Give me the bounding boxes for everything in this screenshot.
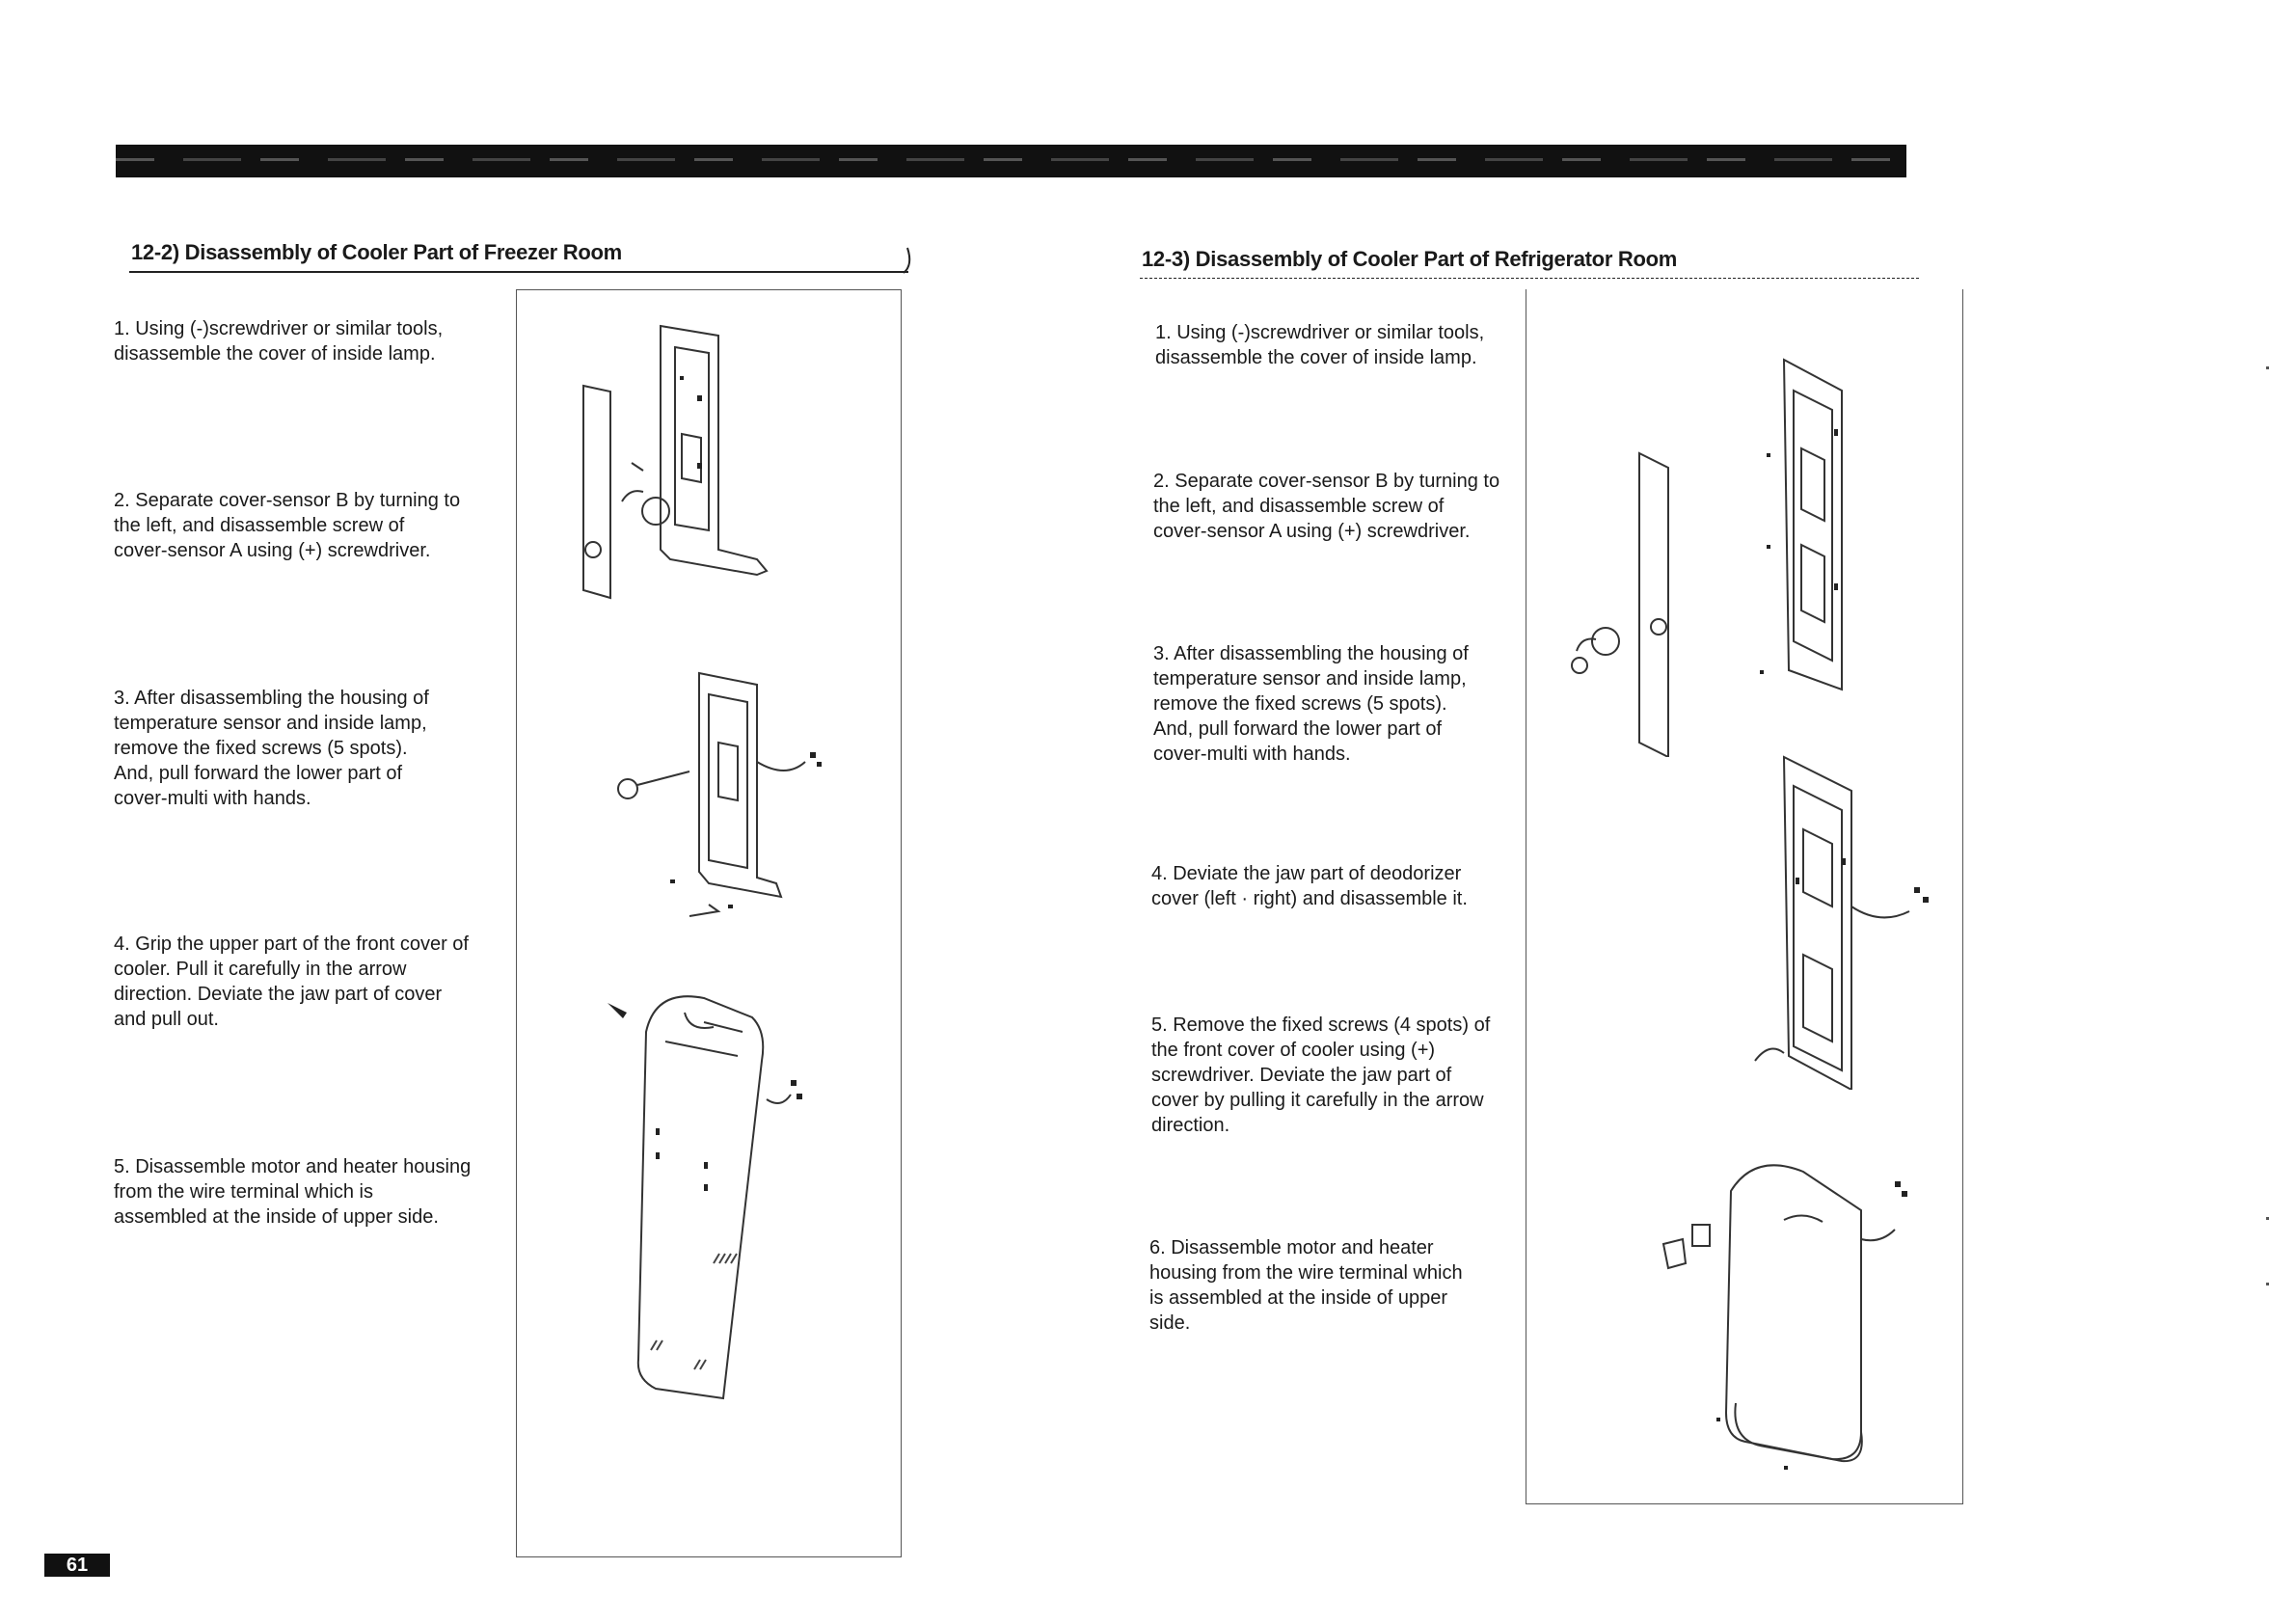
section-title-freezer: 12-2) Disassembly of Cooler Part of Freezer Room <box>131 240 622 264</box>
refrigerator-step-1: 1. Using (-)screwdriver or similar tools, disassemble the cover of inside lamp. <box>1155 322 1485 368</box>
freezer-step-4: 4. Grip the upper part of the front cover of cooler. Pull it carefully in the arrow direction. Deviate the jaw part of cover and pull out. <box>114 933 469 1030</box>
freezer-cover-multi-illustration <box>612 665 844 935</box>
refrigerator-deodorizer-cover-illustration <box>1745 752 1938 1090</box>
freezer-lamp-cover-illustration <box>574 318 796 608</box>
freezer-step-1: 1. Using (-)screwdriver or similar tools, disassemble the cover of inside lamp. <box>114 318 444 365</box>
scan-speck <box>2266 1283 2269 1285</box>
refrigerator-step-4: 4. Deviate the jaw part of deodorizer cover (left · right) and disassemble it. <box>1151 863 1468 909</box>
freezer-front-cover-illustration <box>598 974 829 1418</box>
freezer-step-5: 5. Disassemble motor and heater housing from the wire terminal which is assembled at the inside of upper side. <box>114 1156 472 1228</box>
scan-speck <box>2266 366 2269 369</box>
title-underline <box>1140 278 1919 279</box>
refrigerator-step-3: 3. After disassembling the housing of temperature sensor and inside lamp, remove the fixed screws (5 spots). And, pull forward the lower part of cover-multi with hands. <box>1153 643 1469 765</box>
underline-hook <box>902 246 917 275</box>
refrigerator-lamp-cover-illustration <box>1553 352 1871 757</box>
refrigerator-step-5: 5. Remove the fixed screws (4 spots) of the front cover of cooler using (+) screwdriver. Deviate the jaw part of cover by pulling it carefully in the arrow direction. <box>1151 1014 1491 1136</box>
refrigerator-front-cover-illustration <box>1639 1152 1929 1480</box>
refrigerator-step-2: 2. Separate cover-sensor B by turning to the left, and disassemble screw of cover-sensor A using (+) screwdriver. <box>1153 471 1500 542</box>
scan-speck <box>2266 1217 2269 1220</box>
page-number: 61 <box>44 1554 110 1577</box>
freezer-step-3: 3. After disassembling the housing of temperature sensor and inside lamp, remove the fixed screws (5 spots). And, pull forward the lower part of cover-multi with hands. <box>114 688 429 809</box>
refrigerator-step-6: 6. Disassemble motor and heater housing from the wire terminal which is assembled at the inside of upper side. <box>1149 1237 1463 1334</box>
title-underline <box>129 271 908 273</box>
section-title-refrigerator: 12-3) Disassembly of Cooler Part of Refrigerator Room <box>1142 247 1678 271</box>
freezer-step-2: 2. Separate cover-sensor B by turning to the left, and disassemble screw of cover-sensor A using (+) screwdriver. <box>114 490 461 561</box>
header-bar <box>116 145 1906 177</box>
